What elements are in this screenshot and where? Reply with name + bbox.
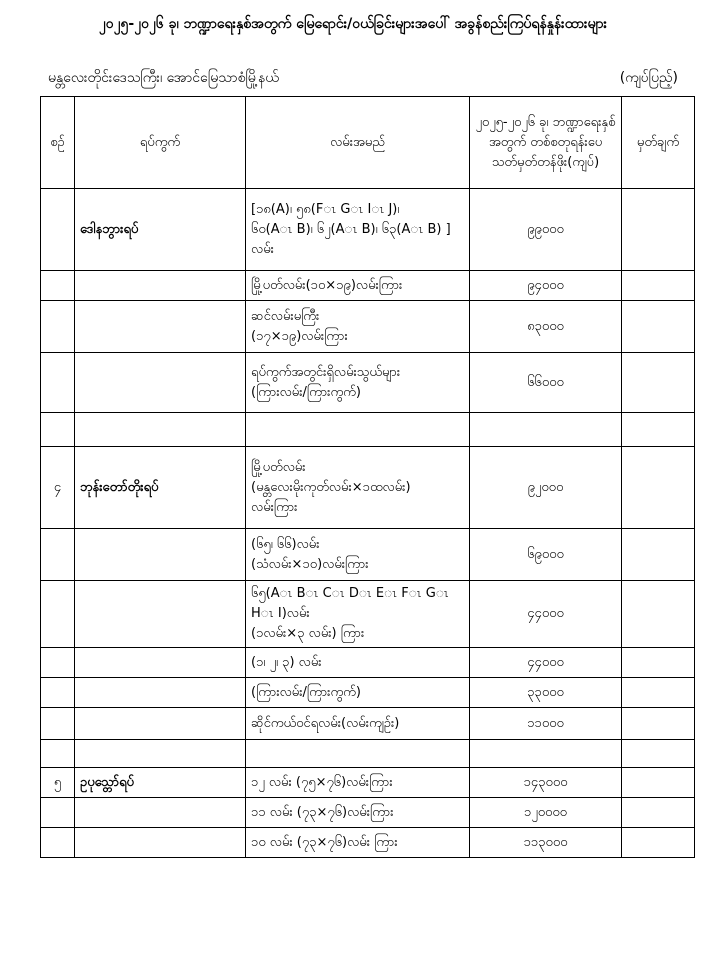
row-price [470, 740, 622, 768]
row-price: ၉၉၀၀၀ [470, 189, 622, 271]
row-no [41, 581, 75, 648]
row-street [246, 740, 470, 768]
row-remark [622, 828, 695, 858]
row-ward: ဒေါနဘွားရပ် [75, 189, 246, 271]
row-price: ၉၄၀၀၀ [470, 271, 622, 301]
row-ward [75, 581, 246, 648]
row-street: ၁၀ လမ်း (၇၃×၇၆)လမ်း ကြား [246, 828, 470, 858]
row-ward [75, 301, 246, 353]
header-price: ၂၀၂၅-၂၀၂၆ ခု၊ ဘဏ္ဍာရေးနှစ်အတွက် တစ်စတုရန်းပေ သတ်မှတ်တန်ဖိုး(ကျပ်) [470, 97, 622, 189]
row-street: (၁၊ ၂၊ ၃) လမ်း [246, 648, 470, 678]
row-street: ၁၁ လမ်း (၇၃×၇၆)လမ်းကြား [246, 798, 470, 828]
table-row [41, 768, 695, 798]
row-price: ၈၃၀၀၀ [470, 301, 622, 353]
row-remark [622, 447, 695, 529]
row-no [41, 648, 75, 678]
row-street: (၆၅၊ ၆၆)လမ်း (သံလမ်း×၁၀)လမ်းကြား [246, 529, 470, 581]
table-row [41, 740, 695, 768]
row-street [246, 413, 470, 447]
row-ward [75, 413, 246, 447]
row-no [41, 708, 75, 740]
row-remark [622, 798, 695, 828]
row-no [41, 301, 75, 353]
row-remark [622, 301, 695, 353]
table-row [41, 828, 695, 858]
row-street: ဆင်လမ်းမကြီး (၁၇×၁၉)လမ်းကြား [246, 301, 470, 353]
row-street: [၁၈(A)၊ ၅၈(Fၤ Gၤ Iၤ J)၊ ၆၀(Aၤ B)၊ ၆၂(Aၤ B)၊ ၆၃(Aၤ B) ] လမ်း [246, 189, 470, 271]
row-ward [75, 740, 246, 768]
table-row [41, 648, 695, 678]
row-price: ၃၃၀၀၀ [470, 678, 622, 708]
table-body [41, 189, 695, 858]
row-remark [622, 740, 695, 768]
header-remark: မှတ်ချက် [622, 97, 695, 189]
row-no [41, 828, 75, 858]
rates-table [40, 96, 695, 858]
row-ward [75, 678, 246, 708]
row-no [41, 189, 75, 271]
row-remark [622, 581, 695, 648]
row-no [41, 678, 75, 708]
table-row [41, 353, 695, 413]
row-no: ၅ [41, 768, 75, 798]
table-row [41, 798, 695, 828]
row-price: ၆၉၀၀၀ [470, 529, 622, 581]
row-street: ၆၅(Aၤ Bၤ Cၤ Dၤ Eၤ Fၤ Gၤ Hၤ I)လမ်း (၁လမ်း×၃ လမ်း) ကြား [246, 581, 470, 648]
row-no: ၄ [41, 447, 75, 529]
row-remark [622, 678, 695, 708]
row-ward [75, 798, 246, 828]
table-row [41, 301, 695, 353]
table-row [41, 271, 695, 301]
row-price: ၄၄၀၀၀ [470, 581, 622, 648]
row-street: (ကြားလမ်း/ကြားကွက်) [246, 678, 470, 708]
header-no: စဉ် [41, 97, 75, 189]
row-remark [622, 708, 695, 740]
table-header-row [41, 97, 695, 189]
row-price: ၉၂၀၀၀ [470, 447, 622, 529]
unit-label: (ကျပ်ပြည့်) [619, 70, 678, 86]
row-remark [622, 529, 695, 581]
row-street: မြို့ပတ်လမ်း (မန္တလေးမိုးကုတ်လမ်း×၁ထလမ်း) လမ်းကြား [246, 447, 470, 529]
row-price: ၆၆၀၀၀ [470, 353, 622, 413]
row-remark [622, 648, 695, 678]
row-no [41, 271, 75, 301]
row-price: ၁၁၃၀၀၀ [470, 828, 622, 858]
row-price: ၄၄၀၀၀ [470, 648, 622, 678]
row-remark [622, 353, 695, 413]
table-row [41, 529, 695, 581]
row-no [41, 529, 75, 581]
table-row [41, 708, 695, 740]
row-ward [75, 708, 246, 740]
table-row [41, 189, 695, 271]
header-street: လမ်းအမည် [246, 97, 470, 189]
row-no [41, 353, 75, 413]
row-street: ရပ်ကွက်အတွင်းရှိလမ်းသွယ်များ (ကြားလမ်း/ကြားကွက်) [246, 353, 470, 413]
row-street: မြို့ပတ်လမ်း(၁၀×၁၉)လမ်းကြား [246, 271, 470, 301]
row-ward [75, 353, 246, 413]
row-price: ၁၁၀၀၀ [470, 708, 622, 740]
row-ward [75, 271, 246, 301]
row-remark [622, 189, 695, 271]
row-price: ၁၂၀၀၀၀ [470, 798, 622, 828]
row-ward [75, 648, 246, 678]
row-ward [75, 529, 246, 581]
region-label: မန္တလေးတိုင်းဒေသကြီး၊ အောင်မြေသာစံမြို့နယ် [48, 70, 279, 86]
row-price [470, 413, 622, 447]
header-ward: ရပ်ကွက် [75, 97, 246, 189]
document-title: ၂၀၂၅-၂၀၂၆ ခု၊ ဘဏ္ဍာရေးနှစ်အတွက် မြေရောင်း/ဝယ်ခြင်းများအပေါ် အခွန်စည်းကြပ်ရန်နှုန်းထားများ [98, 16, 608, 32]
row-ward [75, 828, 246, 858]
row-street: ဆိုင်ကယ်ဝင်ရလမ်း(လမ်းကျဉ်း) [246, 708, 470, 740]
row-ward: ဘုန်းတော်တိုးရပ် [75, 447, 246, 529]
table-row [41, 413, 695, 447]
row-ward: ဥပုသ္တော်ရပ် [75, 768, 246, 798]
row-remark [622, 768, 695, 798]
table-row [41, 447, 695, 529]
row-price: ၁၄၃၀၀၀ [470, 768, 622, 798]
row-no [41, 740, 75, 768]
row-remark [622, 271, 695, 301]
row-no [41, 798, 75, 828]
row-street: ၁၂ လမ်း (၇၅×၇၆)လမ်းကြား [246, 768, 470, 798]
row-no [41, 413, 75, 447]
row-remark [622, 413, 695, 447]
table-row [41, 581, 695, 648]
table-row [41, 678, 695, 708]
